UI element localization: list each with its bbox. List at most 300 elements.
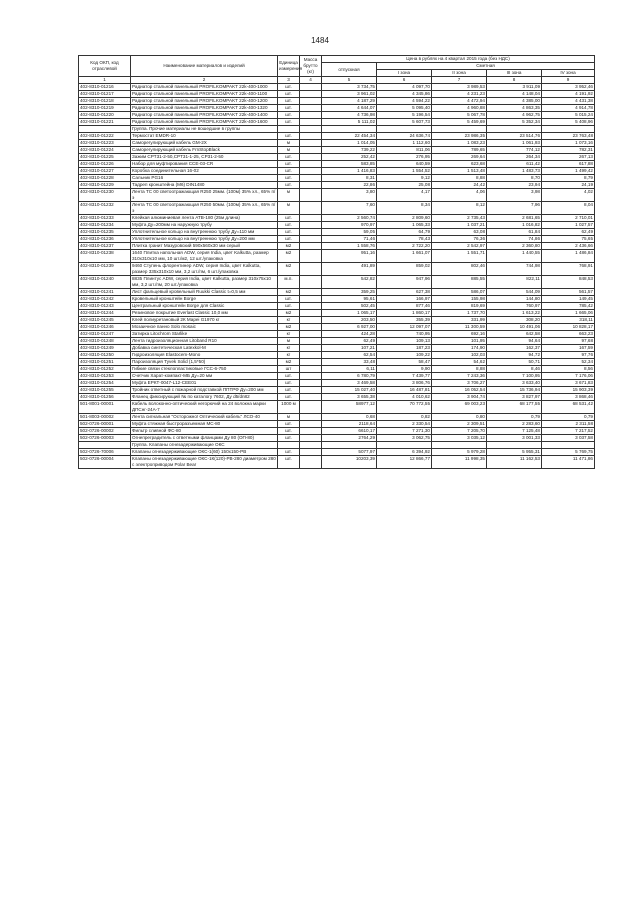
- row-name: Кровельный кронштейн Borge: [131, 296, 278, 303]
- row-mass: [300, 161, 322, 168]
- row-name: Муфта стяжная быстроразъемная МС-80: [131, 421, 278, 428]
- price-zone-1: 1 860,17: [377, 310, 432, 317]
- price-zone-2: 4,06: [432, 189, 487, 202]
- price-zone-1: 58,47: [377, 359, 432, 366]
- price-zone-1: 640,59: [377, 161, 432, 168]
- row-mass: [300, 263, 322, 276]
- row-name: Радиатор стальной панельный PROFILKOMPAKT 22k-400-1320: [131, 105, 278, 112]
- row-mass: [300, 331, 322, 338]
- row-mass: [300, 394, 322, 401]
- column-index-row: [79, 77, 595, 84]
- row-name: Резиновое покрытие Everlast Classic 10,0 мм: [131, 310, 278, 317]
- price-zone-3: 264,34: [487, 154, 542, 161]
- price-zone-3: 3 001,33: [487, 435, 542, 442]
- price-release: 359,25: [322, 289, 377, 296]
- price-release: 3 655,38: [322, 394, 377, 401]
- row-unit: шт.: [278, 119, 300, 126]
- price-zone-2: 1 037,21: [432, 222, 487, 229]
- price-zone-4: 52,34: [542, 359, 595, 366]
- price-release: 203,50: [322, 317, 377, 324]
- price-release: 71,46: [322, 236, 377, 243]
- price-release: 8,31: [322, 175, 377, 182]
- row-code: 402-8310-01249: [79, 345, 131, 352]
- row-code: 402-8310-01253: [79, 373, 131, 380]
- row-unit: шт.: [278, 456, 300, 469]
- row-name: Лента TC 00 светоотражающая R250 25мм. (100м) 35% хл., 65% п/э: [131, 189, 278, 202]
- price-zone-3: 1 016,82: [487, 222, 542, 229]
- row-mass: [300, 345, 322, 352]
- price-zone-3: 642,58: [487, 331, 542, 338]
- row-mass: [300, 140, 322, 147]
- price-zone-2: 24,42: [432, 182, 487, 189]
- price-zone-1: 947,96: [377, 276, 432, 289]
- table-row: [79, 380, 595, 387]
- price-zone-1: 4 097,70: [377, 84, 432, 91]
- row-unit: кг: [278, 345, 300, 352]
- price-zone-3: 3,98: [487, 189, 542, 202]
- price-release: 739,22: [322, 147, 377, 154]
- table-row: [79, 84, 595, 91]
- row-code: 402-8310-01229: [79, 182, 131, 189]
- price-zone-2: 76,36: [432, 236, 487, 243]
- price-zone-3: 94,72: [487, 352, 542, 359]
- price-zone-3: 760,97: [487, 303, 542, 310]
- price-zone-1: 6 394,92: [377, 449, 432, 456]
- price-zone-1: 5 607,73: [377, 119, 432, 126]
- row-unit: шт.: [278, 303, 300, 310]
- price-zone-2: 16 052,54: [432, 387, 487, 394]
- table-row: [79, 310, 595, 317]
- row-name: Клапаны огнезадерживающие ОКС-1К(120)-РВ-280 диаметром 280 с электроприводом Polar Bear: [132, 456, 276, 467]
- empty-cell: [432, 126, 487, 133]
- row-mass: [300, 229, 322, 236]
- row-mass: [300, 91, 322, 98]
- row-code: 402-8310-01230: [79, 189, 131, 202]
- table-row: [79, 366, 595, 373]
- price-zone-1: 109,13: [377, 338, 432, 345]
- empty-cell: [432, 442, 487, 449]
- row-mass: [300, 98, 322, 105]
- price-zone-2: 692,16: [432, 331, 487, 338]
- row-code: 402-8310-01250: [79, 352, 131, 359]
- price-zone-1: 276,95: [377, 154, 432, 161]
- price-zone-2: 586,07: [432, 289, 487, 296]
- row-mass: [300, 421, 322, 428]
- column-index: 6: [377, 77, 432, 84]
- table-row: [79, 456, 595, 469]
- row-mass: [300, 428, 322, 435]
- group-code-cell: [79, 126, 131, 133]
- price-zone-3: 144,80: [487, 296, 542, 303]
- price-release: 6,11: [322, 366, 377, 373]
- row-unit: шт.: [278, 222, 300, 229]
- row-mass: [300, 435, 322, 442]
- row-code: 402-8310-01218: [79, 98, 131, 105]
- empty-cell: [377, 442, 432, 449]
- price-zone-3: 822,11: [487, 276, 542, 289]
- table-row: [79, 202, 595, 215]
- table-row: [79, 387, 595, 394]
- price-zone-2: 7 243,36: [432, 373, 487, 380]
- price-zone-3: 544,09: [487, 289, 542, 296]
- row-unit: м: [278, 202, 300, 215]
- price-release: 5077,97: [322, 449, 377, 456]
- price-zone-1: 3 806,76: [377, 380, 432, 387]
- price-zone-2: 7 205,70: [432, 428, 487, 435]
- price-zone-1: 3 062,75: [377, 435, 432, 442]
- empty-cell: [487, 442, 542, 449]
- price-release: 22 454,34: [322, 133, 377, 140]
- price-zone-1: 740,95: [377, 331, 432, 338]
- row-mass: [300, 215, 322, 222]
- header-estimate: Сметная: [377, 63, 595, 70]
- row-unit: м: [278, 189, 300, 202]
- row-mass: [300, 387, 322, 394]
- table-row: [79, 161, 595, 168]
- row-unit: шт.: [278, 161, 300, 168]
- price-zone-2: 5 979,28: [432, 449, 487, 456]
- price-zone-4: 768,91: [542, 263, 595, 276]
- price-zone-4: 1 486,84: [542, 250, 595, 263]
- price-zone-4: 267,13: [542, 154, 595, 161]
- price-release: 5 111,02: [322, 119, 377, 126]
- row-name: Клей полиуретановый 2К Mapei G1970 кг: [131, 317, 278, 324]
- row-mass: [300, 182, 322, 189]
- row-name: 9460 Ступень флорентинер ADW, серия India, цвет Kalkutta, размер 335x310x10 мм, 3,2 шт./пм, 6 шт./упаковка: [131, 263, 278, 276]
- row-unit: шт.: [278, 394, 300, 401]
- row-code: 402-8310-01251: [79, 359, 131, 366]
- price-zone-1: 0,82: [377, 414, 432, 421]
- row-name: Саморегулирующий кабель GM-2X: [131, 140, 278, 147]
- price-zone-1: 25,08: [377, 182, 432, 189]
- header-unit: Единица измерения: [278, 56, 300, 77]
- row-name: Тройник ответный с пожарной подставкой ППТРФ Ду=200 мм: [131, 387, 278, 394]
- table-row: [79, 331, 595, 338]
- row-mass: [300, 414, 322, 421]
- price-zone-3: 5 955,31: [487, 449, 542, 456]
- price-zone-1: 64,79: [377, 229, 432, 236]
- row-unit: м2: [278, 310, 300, 317]
- table-row: [79, 250, 595, 263]
- row-unit: м: [278, 140, 300, 147]
- price-zone-4: 5 408,96: [542, 119, 595, 126]
- row-mass: [300, 154, 322, 161]
- price-release: 1 014,05: [322, 140, 377, 147]
- row-mass: [300, 250, 322, 263]
- price-zone-2: 623,68: [432, 161, 487, 168]
- row-name: Радиатор стальной панельный PROFILKOMPAKT 22k-400-1400: [131, 112, 278, 119]
- price-zone-4: 3 037,58: [542, 435, 595, 442]
- price-zone-3: 23,94: [487, 182, 542, 189]
- price-release: 583,85: [322, 161, 377, 168]
- price-zone-3: 744,98: [487, 263, 542, 276]
- group-row: [79, 126, 595, 133]
- price-zone-4: 8,04: [542, 202, 595, 215]
- price-zone-4: 561,57: [542, 289, 595, 296]
- price-release: 2118,64: [322, 421, 377, 428]
- price-zone-3: 774,12: [487, 147, 542, 154]
- table-row: [79, 373, 595, 380]
- price-release: 502,45: [322, 303, 377, 310]
- row-mass: [300, 296, 322, 303]
- row-name: Счетчик Харат-компакт-МБ Ду=20 мм: [131, 373, 278, 380]
- price-zone-4: 4 914,78: [542, 105, 595, 112]
- price-zone-3: 611,42: [487, 161, 542, 168]
- row-name: Муфта Ду=200мм на наружную трубу: [131, 222, 278, 229]
- table-row: [79, 352, 595, 359]
- price-zone-3: 8,70: [487, 175, 542, 182]
- row-unit: шт.: [278, 296, 300, 303]
- table-row: [79, 449, 595, 456]
- column-index: 2: [131, 77, 278, 84]
- price-zone-1: 355,39: [377, 317, 432, 324]
- row-unit: шт.: [278, 236, 300, 243]
- price-release: 252,42: [322, 154, 377, 161]
- price-zone-4: 2 710,01: [542, 215, 595, 222]
- row-name: Центральный кронштейн Borge для Classic: [131, 303, 278, 310]
- price-release: 3 469,58: [322, 380, 377, 387]
- price-zone-1: 4,17: [377, 189, 432, 202]
- price-zone-1: 8,34: [377, 202, 432, 215]
- price-release: 2 560,74: [322, 215, 377, 222]
- row-mass: [300, 202, 322, 215]
- row-unit: шт.: [278, 133, 300, 140]
- price-release: 3 961,02: [322, 91, 377, 98]
- row-unit: кг: [278, 331, 300, 338]
- empty-cell: [322, 126, 377, 133]
- price-zone-2: 1 737,70: [432, 310, 487, 317]
- table-row: [79, 317, 595, 324]
- price-zone-1: 70 772,55: [377, 401, 432, 414]
- price-zone-2: 269,64: [432, 154, 487, 161]
- header-zone-4: IV зона: [542, 70, 595, 77]
- row-unit: 1000 м: [278, 401, 300, 414]
- column-index: 3: [278, 77, 300, 84]
- price-zone-4: 167,59: [542, 345, 595, 352]
- table-row: [79, 168, 595, 175]
- price-zone-1: 811,06: [377, 147, 432, 154]
- row-mass: [300, 401, 322, 414]
- price-release: 3,80: [322, 189, 377, 202]
- price-release: 491,89: [322, 263, 377, 276]
- row-name: Лист фальцевый кровельный Ruukki Classic t=0,5 мм: [131, 289, 278, 296]
- table-row: [79, 243, 595, 250]
- price-zone-2: 4 472,94: [432, 98, 487, 105]
- price-zone-2: 5 067,78: [432, 112, 487, 119]
- row-code: 402-8310-01221: [79, 119, 131, 126]
- row-unit: м2: [278, 250, 300, 263]
- price-zone-4: 4 431,38: [542, 98, 595, 105]
- price-zone-2: 4 231,23: [432, 91, 487, 98]
- price-zone-4: 785,42: [542, 303, 595, 310]
- table-row: [79, 359, 595, 366]
- price-release: 4 736,98: [322, 112, 377, 119]
- price-zone-3: 74,86: [487, 236, 542, 243]
- row-code: 402-8310-01245: [79, 317, 131, 324]
- price-zone-2: 102,03: [432, 352, 487, 359]
- price-zone-1: 7 439,77: [377, 373, 432, 380]
- row-unit: шт.: [278, 112, 300, 119]
- row-unit: шт.: [278, 91, 300, 98]
- row-code: 402-8310-01224: [79, 147, 131, 154]
- row-code: 402-8310-01243: [79, 303, 131, 310]
- table-row: [79, 435, 595, 442]
- price-zone-2: 819,69: [432, 303, 487, 310]
- price-zone-4: 5 769,75: [542, 449, 595, 456]
- price-zone-4: 0,79: [542, 414, 595, 421]
- row-mass: [300, 175, 322, 182]
- price-zone-1: 627,38: [377, 289, 432, 296]
- row-code: 402-8310-01223: [79, 140, 131, 147]
- row-unit: кг: [278, 352, 300, 359]
- row-unit: шт.: [278, 421, 300, 428]
- row-code: 502-0726-70006: [79, 449, 131, 456]
- row-mass: [300, 338, 322, 345]
- row-mass: [300, 449, 322, 456]
- price-zone-2: 174,90: [432, 345, 487, 352]
- price-zone-2: 69 003,23: [432, 401, 487, 414]
- price-release: 59,05: [322, 229, 377, 236]
- table-row: [79, 133, 595, 140]
- table-row: [79, 182, 595, 189]
- price-zone-4: 97,76: [542, 352, 595, 359]
- table-row: [79, 421, 595, 428]
- row-name: Мозаичное панно Solo mosaic: [131, 324, 278, 331]
- table-row: [79, 215, 595, 222]
- row-code: 402-8310-01220: [79, 112, 131, 119]
- price-zone-4: 75,65: [542, 236, 595, 243]
- row-code: 402-8310-01216: [79, 84, 131, 91]
- price-zone-2: 3 706,27: [432, 380, 487, 387]
- table-row: [79, 276, 595, 289]
- price-zone-2: 54,62: [432, 359, 487, 366]
- price-zone-3: 15 736,94: [487, 387, 542, 394]
- price-zone-4: 3 671,83: [542, 380, 595, 387]
- price-release: 0,68: [322, 414, 377, 421]
- table-row: [79, 112, 595, 119]
- price-zone-1: 12 097,07: [377, 324, 432, 331]
- header-name: Наименование материалов и изделий: [131, 56, 278, 77]
- price-zone-1: 9,90: [377, 366, 432, 373]
- price-zone-1: 1 065,33: [377, 222, 432, 229]
- header-mass: Масса брутто (кг): [300, 56, 322, 77]
- price-zone-2: 3 904,74: [432, 394, 487, 401]
- price-zone-1: 1 661,07: [377, 250, 432, 263]
- row-unit: шт.: [278, 175, 300, 182]
- price-zone-4: 11 471,86: [542, 456, 595, 469]
- price-zone-3: 2 360,80: [487, 243, 542, 250]
- row-name: Термостат EMDR-10: [131, 133, 278, 140]
- table-row: [79, 263, 595, 276]
- header-price-title: Цена в рублях на 4 квартал 2015 года (без НДС): [322, 56, 595, 63]
- row-mass: [300, 324, 322, 331]
- row-mass: [300, 366, 322, 373]
- row-name: Пароизоляция Tyvek Solid (1,5*50): [131, 359, 278, 366]
- price-zone-3: 2 283,60: [487, 421, 542, 428]
- price-zone-3: 162,37: [487, 345, 542, 352]
- price-zone-4: 782,31: [542, 147, 595, 154]
- price-zone-2: 5 459,69: [432, 119, 487, 126]
- price-release: 22,86: [322, 182, 377, 189]
- table-row: [79, 222, 595, 229]
- price-zone-1: 24 636,74: [377, 133, 432, 140]
- row-mass: [300, 289, 322, 296]
- table-row: [79, 236, 595, 243]
- row-name: Гидроизоляция Elastocem-Mono: [131, 352, 278, 359]
- price-zone-3: 68 177,55: [487, 401, 542, 414]
- row-code: 402-8310-01256: [79, 394, 131, 401]
- price-zone-2: 331,99: [432, 317, 487, 324]
- column-index: 8: [487, 77, 542, 84]
- row-mass: [300, 189, 322, 202]
- price-zone-3: 8,46: [487, 366, 542, 373]
- row-unit: м2: [278, 289, 300, 296]
- price-zone-1: 78,43: [377, 236, 432, 243]
- price-zone-1: 5 095,40: [377, 105, 432, 112]
- price-zone-1: 1 112,60: [377, 140, 432, 147]
- price-release: 4 644,07: [322, 105, 377, 112]
- column-index: 1: [79, 77, 131, 84]
- row-name: Лента сигнальная "Осторожно! Оптический кабель" ЛСО-40: [131, 414, 278, 421]
- price-zone-4: 5 015,24: [542, 112, 595, 119]
- price-zone-2: 885,55: [432, 276, 487, 289]
- row-mass: [300, 168, 322, 175]
- header-zone-1: I зона: [377, 70, 432, 77]
- price-zone-1: 109,22: [377, 352, 432, 359]
- empty-cell: [542, 442, 595, 449]
- header-code: Код ОКП, код отраслевой: [79, 56, 131, 77]
- row-mass: [300, 373, 322, 380]
- price-zone-1: 4 010,62: [377, 394, 432, 401]
- price-release: 10203,39: [322, 456, 377, 469]
- table-row: [79, 338, 595, 345]
- row-unit: кг: [278, 317, 300, 324]
- price-zone-4: 97,68: [542, 338, 595, 345]
- price-release: 6 927,00: [322, 324, 377, 331]
- row-unit: шт.: [278, 84, 300, 91]
- price-zone-2: 155,98: [432, 296, 487, 303]
- price-zone-2: 789,65: [432, 147, 487, 154]
- row-unit: м2: [278, 243, 300, 250]
- empty-cell: [487, 126, 542, 133]
- price-zone-4: 3 868,46: [542, 394, 595, 401]
- row-code: 402-8310-01233: [79, 215, 131, 222]
- row-unit: м2: [278, 359, 300, 366]
- row-unit: шт.: [278, 215, 300, 222]
- table-row: [79, 401, 595, 414]
- price-zone-4: 8,79: [542, 175, 595, 182]
- row-unit: шт.: [278, 154, 300, 161]
- row-code: 402-8310-01255: [79, 387, 131, 394]
- price-release: 62,49: [322, 338, 377, 345]
- row-mass: [300, 359, 322, 366]
- row-mass: [300, 380, 322, 387]
- row-code: 402-8310-01241: [79, 289, 131, 296]
- price-zone-4: 7 217,52: [542, 428, 595, 435]
- price-zone-4: 149,45: [542, 296, 595, 303]
- price-zone-2: 8,88: [432, 366, 487, 373]
- row-name: Радиатор стальной панельный PROFILKOMPAKT 22k-400-1200: [131, 98, 278, 105]
- row-unit: шт.: [278, 380, 300, 387]
- row-name: Клейкая алюминиевая лента ATB-180 (25м длина): [131, 215, 278, 222]
- row-code: 402-8310-01226: [79, 161, 131, 168]
- row-unit: шт.: [278, 373, 300, 380]
- table-row: [79, 105, 595, 112]
- price-zone-3: 1 613,22: [487, 310, 542, 317]
- column-index: 9: [542, 77, 595, 84]
- header-release: отпускная: [322, 63, 377, 77]
- table-row: [79, 345, 595, 352]
